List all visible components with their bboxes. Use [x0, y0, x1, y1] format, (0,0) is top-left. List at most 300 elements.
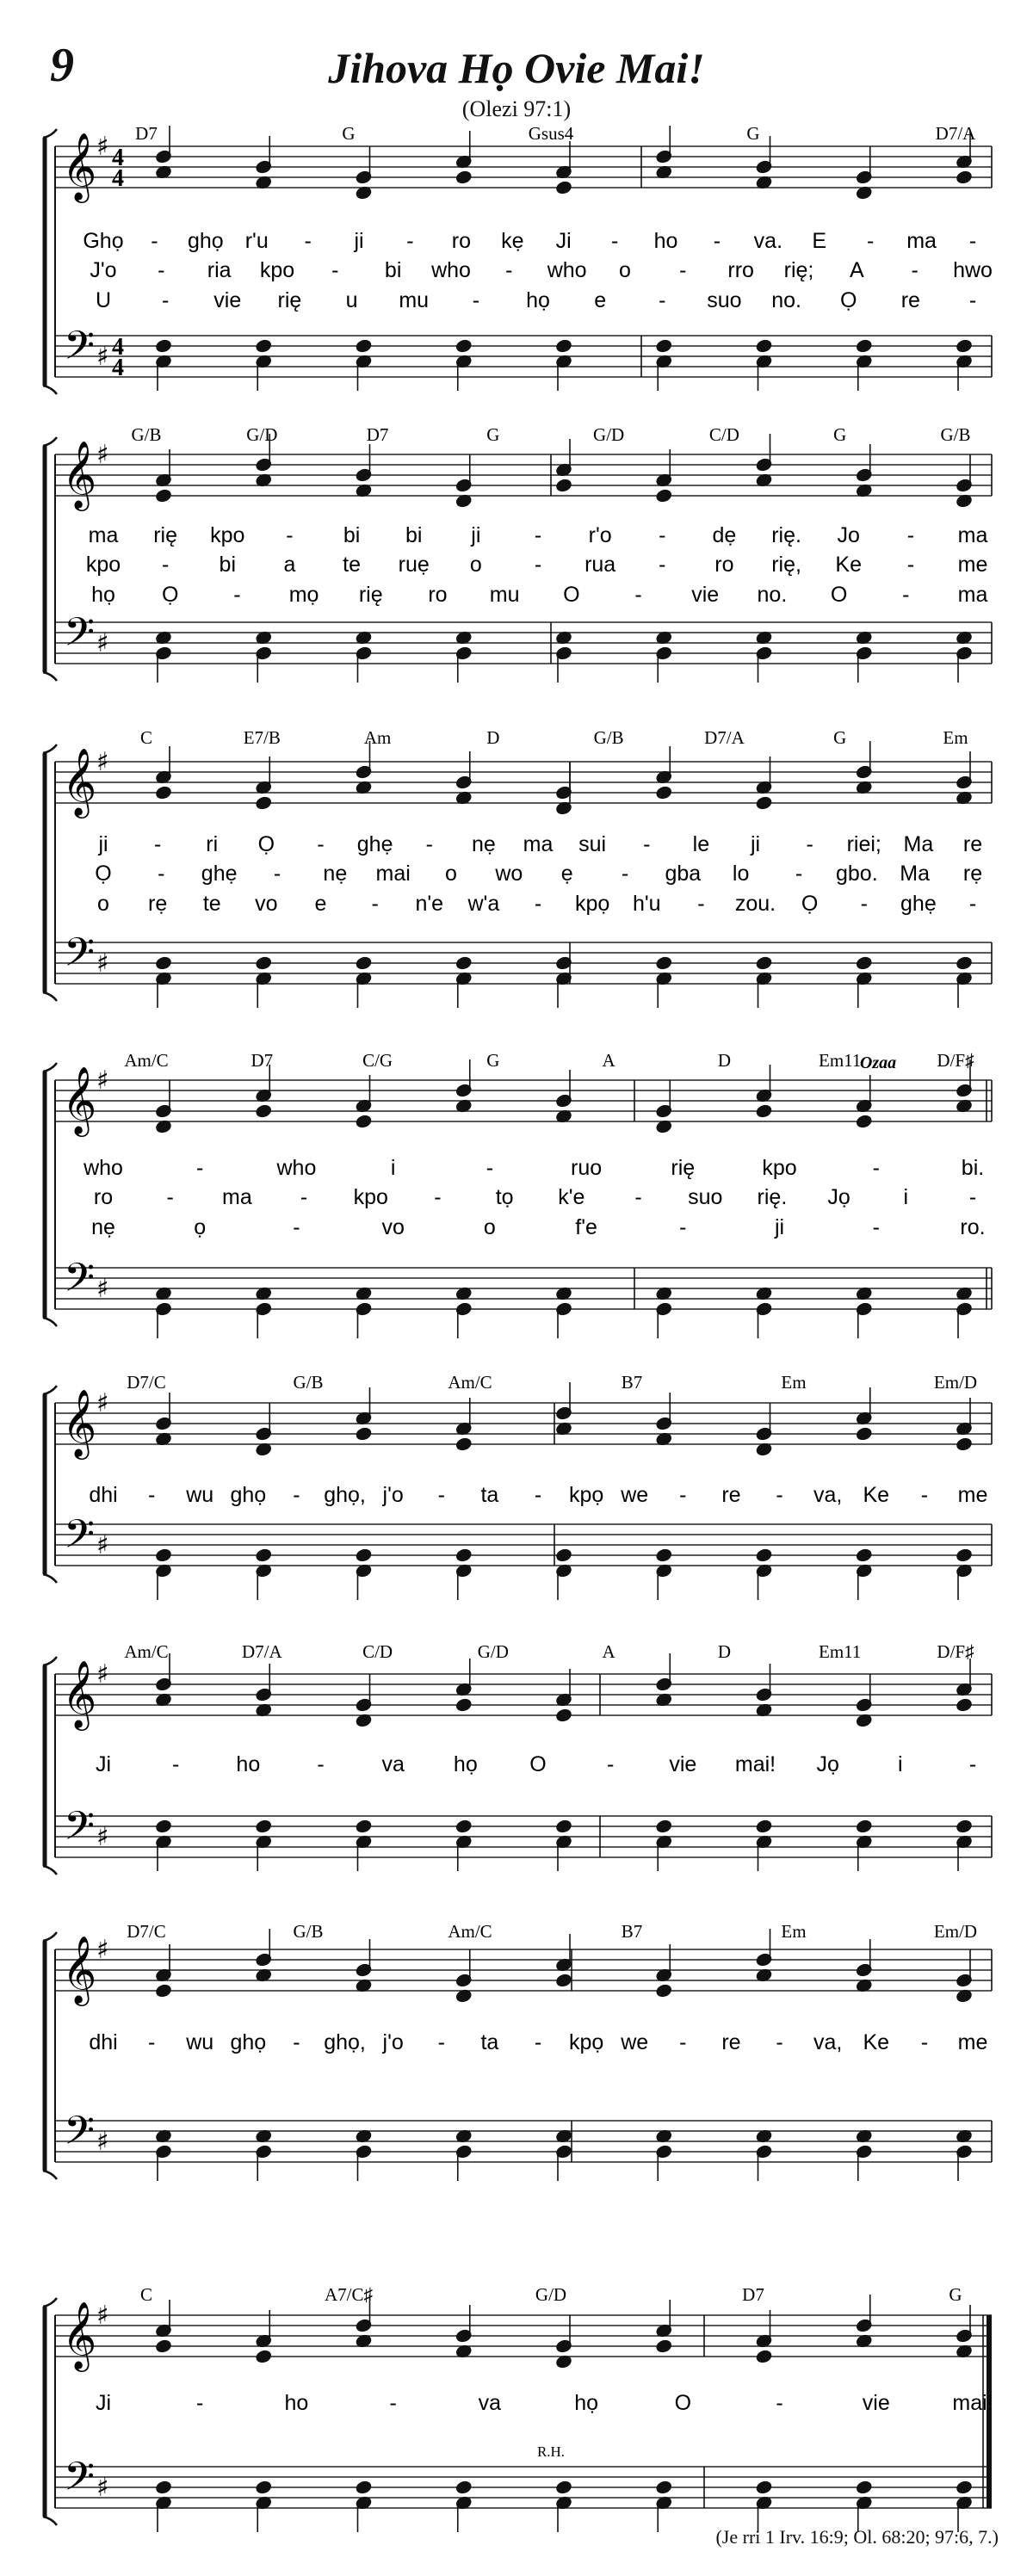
lyric-syllable: - — [679, 1215, 687, 1239]
lyric-syllable: Ọ — [801, 892, 819, 916]
lyric-syllable: who — [431, 258, 471, 282]
lyric-syllable: f'e — [575, 1215, 597, 1239]
lyric-syllable: O — [674, 2391, 692, 2415]
chord-symbol: C/D — [708, 424, 739, 445]
lyric-syllable: o — [97, 892, 109, 916]
lyric-syllable: e — [594, 288, 607, 312]
lyric-syllable: - — [161, 553, 170, 577]
lyric-syllable: - — [172, 1752, 180, 1776]
lyric-syllable: r'o — [588, 523, 612, 547]
lyric-syllable: n'e — [415, 892, 444, 916]
lyric-syllable: te — [202, 892, 221, 916]
lyric-syllable: - — [151, 229, 158, 253]
lyric-syllable: bi — [219, 553, 237, 577]
lyric-syllable: hwo — [953, 258, 993, 282]
lyric-syllable: - — [534, 523, 542, 547]
lyric-syllable: Ghọ — [83, 229, 124, 253]
chord-symbol: G — [746, 123, 760, 144]
lyric-syllable: wu — [186, 1483, 214, 1507]
chord-symbol: G — [486, 1050, 500, 1071]
lyric-syllable: ri — [206, 832, 219, 856]
chord-symbol: G/D — [477, 1641, 509, 1662]
chord-symbol: D7/A — [704, 727, 745, 748]
lyric-syllable: - — [610, 229, 619, 253]
lyric-syllable: wu — [186, 2030, 214, 2054]
lyric-syllable: Ke — [863, 2030, 890, 2054]
chord-symbol: A7/C♯ — [324, 2284, 374, 2305]
chord-symbol: C — [139, 727, 153, 748]
lyric-syllable: - — [659, 523, 666, 547]
song-number: 9 — [50, 39, 74, 92]
treble-note-head — [256, 1104, 272, 1118]
lyric-syllable: rię — [153, 523, 178, 547]
lyric-syllable: ta — [480, 2030, 499, 2054]
lyric-syllable: - — [659, 288, 666, 312]
lyric-syllable: k'e — [558, 1185, 585, 1209]
bass-note-head — [155, 1548, 171, 1562]
lyric-syllable: ghọ — [187, 229, 224, 253]
lyric-syllable: kpọ — [574, 892, 610, 916]
lyric-syllable: - — [697, 892, 705, 916]
lyric-syllable: - — [293, 1483, 300, 1507]
bass-staff — [55, 1268, 992, 1309]
lyric-syllable: re — [962, 832, 983, 856]
lyric-syllable: - — [968, 1752, 977, 1776]
lyric-syllable: rię; — [783, 258, 814, 282]
lyric-syllable: kẹ — [501, 229, 524, 253]
bass-note-head — [756, 339, 772, 353]
lyric-syllable: - — [643, 832, 651, 856]
lyric-syllable: a — [283, 553, 296, 577]
lyric-syllable: Ke — [863, 1483, 890, 1507]
lyric-syllable: - — [911, 258, 919, 282]
treble-staff — [55, 454, 992, 496]
lyric-syllable: j'o — [382, 2030, 404, 2054]
chord-symbol: C — [139, 2284, 153, 2305]
lyric-syllable: vo — [255, 892, 278, 916]
lyric-syllable: kpo — [762, 1156, 797, 1180]
key-signature-sharp-icon: ♯ — [96, 1935, 109, 1965]
lyric-syllable: - — [534, 1483, 542, 1507]
chord-symbol: Em — [943, 727, 968, 748]
bass-staff — [55, 2467, 992, 2508]
lyric-syllable: họ — [453, 1752, 478, 1776]
chord-symbol: D — [486, 727, 500, 748]
time-signature: 4 — [112, 355, 124, 381]
treble-note-head — [155, 786, 171, 800]
lyric-syllable: - — [860, 892, 868, 916]
lyric-syllable: - — [166, 1185, 174, 1209]
lyric-syllable: kpọ — [568, 1483, 604, 1507]
lyric-syllable: lo — [732, 862, 750, 886]
lyric-syllable: ji — [471, 523, 481, 547]
lyric-syllable: w'a — [467, 892, 500, 916]
chord-symbol: Am/C — [448, 1372, 492, 1393]
lyric-syllable: nẹ — [323, 862, 348, 886]
treble-note-head — [455, 170, 472, 184]
lyric-syllable: me — [957, 553, 988, 577]
bass-note-head — [856, 2480, 872, 2494]
chord-symbol: D7 — [251, 1050, 274, 1071]
lyric-syllable: - — [867, 229, 875, 253]
lyric-syllable: - — [534, 2030, 542, 2054]
lyric-syllable: - — [437, 2030, 445, 2054]
treble-note-head — [356, 1427, 372, 1441]
lyric-syllable: kpo — [259, 258, 295, 282]
treble-note-head — [356, 1115, 372, 1128]
lyric-syllable: - — [233, 583, 241, 607]
treble-clef-icon: 𝄞 — [62, 2301, 97, 2369]
chord-symbol: G/D — [593, 424, 625, 445]
lyric-syllable: - — [795, 862, 803, 886]
bass-note-head — [656, 1548, 672, 1562]
bass-clef-icon: 𝄢 — [64, 2454, 96, 2510]
lyric-syllable: vie — [669, 1752, 697, 1776]
lyric-syllable: - — [273, 862, 281, 886]
lyric-syllable: who — [84, 1156, 123, 1180]
key-signature-sharp-icon: ♯ — [96, 1066, 109, 1096]
treble-note-head — [455, 1698, 472, 1712]
lyric-syllable: j'o — [382, 1483, 404, 1507]
lyric-syllable: ho — [653, 229, 678, 253]
bass-note-head — [956, 956, 972, 970]
treble-note-head — [656, 786, 672, 800]
bass-note-head — [856, 956, 872, 970]
chord-symbol: G — [949, 2284, 962, 2305]
bass-note-head — [656, 2480, 672, 2494]
lyric-syllable: re — [721, 2030, 741, 2054]
lyric-syllable: ghẹ — [900, 892, 937, 916]
treble-clef-icon: 𝄞 — [62, 1389, 97, 1457]
chord-symbol: G/B — [293, 1921, 324, 1942]
lyric-syllable: suo — [707, 288, 742, 312]
lyric-syllable: - — [659, 553, 666, 577]
lyric-syllable: mọ — [288, 583, 319, 607]
lyric-syllable: mai — [375, 862, 411, 886]
lyric-syllable: we — [621, 2030, 649, 2054]
treble-clef-icon: 𝄞 — [62, 1936, 97, 2004]
lyric-syllable: - — [968, 288, 977, 312]
lyric-syllable: ro — [714, 553, 734, 577]
time-signature: 4 — [112, 165, 124, 192]
chord-symbol: C/D — [362, 1641, 393, 1662]
bass-note-head — [256, 1548, 272, 1562]
lyric-syllable: ghọ, — [324, 2030, 366, 2054]
lyric-syllable: ma — [88, 523, 119, 547]
lyric-syllable: rẹ — [962, 862, 983, 886]
lyric-syllable: - — [906, 523, 915, 547]
key-signature-sharp-icon: ♯ — [96, 1822, 109, 1852]
lyric-syllable: ruo — [571, 1156, 603, 1180]
chord-symbol: G/B — [593, 727, 624, 748]
lyric-syllable: - — [968, 892, 977, 916]
chord-symbol: Em/D — [933, 1372, 978, 1393]
lyric-syllable: - — [147, 2030, 156, 2054]
lyric-syllable: bi — [343, 523, 361, 547]
lyric-syllable: ma — [222, 1185, 252, 1209]
treble-clef-icon: 𝄞 — [62, 133, 97, 201]
bass-note-head — [455, 1548, 472, 1562]
lyric-syllable: Jọ — [827, 1185, 851, 1209]
lyric-syllable: - — [317, 1752, 325, 1776]
lyric-syllable: o — [445, 862, 457, 886]
treble-note-head — [656, 1984, 672, 1998]
footer-scripture-references: (Je rri 1 Irv. 16:9; Ol. 68:20; 97:6, 7.) — [715, 2526, 999, 2548]
bass-note-head — [555, 1819, 572, 1833]
treble-note-head — [856, 1115, 872, 1128]
lyric-syllable: - — [920, 1483, 929, 1507]
bass-staff — [55, 2121, 992, 2162]
chord-symbol: Em — [781, 1921, 807, 1942]
lyric-syllable: we — [621, 1483, 649, 1507]
bass-note-head — [356, 2480, 372, 2494]
bass-note-head — [256, 1819, 272, 1833]
lyric-syllable: E — [812, 229, 827, 253]
treble-note-head — [155, 1984, 171, 1998]
lyric-syllable: - — [607, 1752, 615, 1776]
lyric-syllable: ẹ — [560, 862, 573, 886]
chord-symbol: G — [486, 424, 500, 445]
lyric-syllable: r'u — [244, 229, 269, 253]
lyric-syllable: - — [161, 288, 170, 312]
bass-note-head — [555, 2480, 572, 2494]
treble-note-head — [756, 2350, 772, 2363]
time-signature: 4 — [112, 145, 124, 171]
lyric-syllable: - — [713, 229, 721, 253]
bass-note-head — [356, 339, 372, 353]
chord-symbol: Em/D — [933, 1921, 978, 1942]
lyric-syllable: Ke — [835, 553, 863, 577]
lyric-syllable: dhi — [89, 2030, 118, 2054]
lyric-syllable: - — [434, 1185, 442, 1209]
chord-symbol: G — [342, 123, 356, 144]
lyric-syllable: bi. — [961, 1156, 985, 1180]
key-signature-sharp-icon: ♯ — [96, 1274, 109, 1304]
lyric-syllable: - — [679, 2030, 687, 2054]
lyric-syllable: va, — [813, 1483, 843, 1507]
lyric-syllable: - — [158, 862, 165, 886]
lyric-syllable: - — [634, 583, 642, 607]
lyric-syllable: - — [968, 1185, 977, 1209]
lyric-syllable: mai! — [952, 2391, 993, 2415]
lyric-syllable: rua — [585, 553, 616, 577]
lyric-syllable: ro — [93, 1185, 114, 1209]
lyric-syllable: rię. — [757, 1185, 788, 1209]
lyric-syllable: va, — [813, 2030, 843, 2054]
treble-note-head — [256, 796, 272, 810]
lyric-syllable: - — [621, 862, 629, 886]
lyric-syllable: - — [147, 1483, 156, 1507]
chord-symbol: G — [833, 424, 847, 445]
lyric-syllable: ruẹ — [398, 553, 430, 577]
lyric-syllable: - — [317, 832, 325, 856]
lyric-syllable: kpo — [353, 1185, 388, 1209]
chord-symbol: G/D — [535, 2284, 567, 2305]
lyric-syllable: - — [806, 832, 813, 856]
lyric-syllable: Ji — [95, 1752, 112, 1776]
bass-note-head — [455, 2480, 472, 2494]
treble-note-head — [756, 1104, 772, 1118]
lyric-syllable: rię — [277, 288, 302, 312]
lyric-syllable: nẹ — [91, 1215, 115, 1239]
lyric-syllable: ji — [750, 832, 761, 856]
key-signature-sharp-icon: ♯ — [96, 628, 109, 658]
bass-note-head — [656, 1819, 672, 1833]
key-signature-sharp-icon: ♯ — [96, 2473, 109, 2503]
chord-symbol: Em11 — [819, 1050, 862, 1071]
bass-note-head — [455, 956, 472, 970]
treble-note-head — [155, 489, 171, 503]
treble-staff — [55, 146, 992, 188]
bass-clef-icon: 𝄢 — [64, 323, 96, 379]
lyric-syllable: le — [692, 832, 710, 856]
chord-symbol: D7/A — [935, 123, 976, 144]
chord-symbol: D — [717, 1641, 732, 1662]
lyric-syllable: - — [679, 258, 687, 282]
bass-note-head — [756, 1819, 772, 1833]
bass-note-head — [356, 1548, 372, 1562]
lyric-syllable: - — [472, 288, 480, 312]
chord-symbol: Am/C — [124, 1641, 169, 1662]
bass-note-head — [756, 1548, 772, 1562]
key-signature-sharp-icon: ♯ — [96, 2127, 109, 2157]
lyric-syllable: ro. — [960, 1215, 986, 1239]
lyric-syllable: ghọ — [230, 1483, 267, 1507]
chord-symbol: Gsus4 — [528, 123, 574, 144]
lyric-syllable: Ọ — [257, 832, 275, 856]
chord-symbol: E7/B — [243, 727, 281, 748]
bass-clef-icon: 𝄢 — [64, 2108, 96, 2164]
lyric-syllable: ji — [775, 1215, 785, 1239]
lyric-syllable: - — [300, 1185, 308, 1209]
chord-symbol: D/F♯ — [937, 1641, 974, 1662]
lyric-syllable: O — [529, 1752, 547, 1776]
treble-staff — [55, 1949, 992, 1991]
lyric-syllable: - — [437, 1483, 445, 1507]
chord-symbol: G/B — [131, 424, 162, 445]
lyric-syllable: ro — [451, 229, 471, 253]
lyric-syllable: Ma — [900, 862, 931, 886]
lyric-syllable: - — [331, 258, 339, 282]
treble-clef-icon: 𝄞 — [62, 1066, 97, 1134]
treble-clef-icon: 𝄞 — [62, 748, 97, 816]
bass-staff — [55, 336, 992, 377]
lyric-syllable: - — [902, 583, 910, 607]
bass-note-head — [756, 956, 772, 970]
lyric-syllable: who — [547, 258, 587, 282]
lyric-syllable: - — [304, 229, 312, 253]
bass-note-head — [956, 1819, 972, 1833]
bass-staff — [55, 1524, 992, 1566]
treble-clef-icon: 𝄞 — [62, 1660, 97, 1728]
lyric-syllable: - — [872, 1215, 880, 1239]
chord-symbol: Em — [781, 1372, 807, 1393]
lyric-syllable: - — [486, 1156, 494, 1180]
lyric-syllable: - — [534, 892, 542, 916]
key-signature-sharp-icon: ♯ — [96, 440, 109, 470]
lyric-syllable: - — [293, 2030, 300, 2054]
bass-staff — [55, 622, 992, 664]
lyric-syllable: - — [196, 1156, 204, 1180]
lyric-syllable: - — [425, 832, 433, 856]
tempo-marking: Ozaa — [859, 1053, 897, 1072]
treble-note-head — [455, 1437, 472, 1451]
treble-staff — [55, 1403, 992, 1444]
chord-symbol: C/G — [362, 1050, 393, 1071]
lyric-syllable: va. — [753, 229, 783, 253]
lyric-syllable: i — [390, 1156, 396, 1180]
lyric-syllable: - — [153, 832, 162, 856]
bass-clef-icon: 𝄢 — [64, 1803, 96, 1859]
bass-clef-icon: 𝄢 — [64, 930, 96, 985]
lyric-syllable: vie — [691, 583, 720, 607]
lyric-syllable: te — [343, 553, 362, 577]
key-signature-sharp-icon: ♯ — [96, 2301, 109, 2331]
lyric-syllable: o — [619, 258, 631, 282]
treble-note-head — [756, 796, 772, 810]
treble-note-head — [256, 2350, 272, 2363]
lyric-syllable: Jo — [837, 523, 860, 547]
bass-staff — [55, 1816, 992, 1857]
bass-note-head — [155, 1819, 171, 1833]
lyric-syllable: ro — [428, 583, 448, 607]
treble-note-head — [956, 170, 972, 184]
lyric-syllable: mu — [399, 288, 430, 312]
lyric-syllable: bi — [405, 523, 423, 547]
treble-note-head — [555, 479, 572, 492]
treble-staff — [55, 1674, 992, 1715]
bass-note-head — [256, 2480, 272, 2494]
bass-note-head — [256, 956, 272, 970]
chord-symbol: G/B — [293, 1372, 324, 1393]
chord-symbol: Am/C — [448, 1921, 492, 1942]
lyric-syllable: ho — [236, 1752, 261, 1776]
bass-note-head — [856, 1548, 872, 1562]
bass-note-head — [856, 339, 872, 353]
lyric-syllable: who — [276, 1156, 317, 1180]
lyric-syllable: rię. — [771, 523, 801, 547]
lyric-syllable: me — [957, 1483, 988, 1507]
lyric-syllable: - — [872, 1156, 880, 1180]
lyric-syllable: rẹ — [148, 892, 168, 916]
treble-note-head — [956, 1437, 972, 1451]
lyric-syllable: ma — [957, 583, 988, 607]
bass-note-head — [256, 339, 272, 353]
bass-note-head — [656, 339, 672, 353]
lyric-syllable: ghẹ — [201, 862, 238, 886]
lyric-syllable: gba — [665, 862, 702, 886]
lyric-syllable: ma — [957, 523, 988, 547]
lyric-syllable: họ — [91, 583, 115, 607]
treble-note-head — [555, 181, 572, 195]
treble-note-head — [856, 1427, 872, 1441]
lyric-syllable: - — [968, 229, 977, 253]
lyric-syllable: tọ — [495, 1185, 514, 1209]
lyric-syllable: u — [345, 288, 358, 312]
bass-note-head — [155, 339, 171, 353]
lyric-syllable: e — [314, 892, 327, 916]
right-hand-annotation: R.H. — [536, 2443, 566, 2460]
chord-symbol: D7/C — [127, 1372, 166, 1393]
chord-symbol: Am — [363, 727, 392, 748]
bass-note-head — [756, 2480, 772, 2494]
lyric-syllable: dẹ — [712, 523, 737, 547]
key-signature-sharp-icon: ♯ — [96, 1659, 109, 1690]
lyric-syllable: va — [381, 1752, 405, 1776]
song-title: Jihova Họ Ovie Mai! — [328, 44, 705, 92]
bass-note-head — [956, 1548, 972, 1562]
lyric-syllable: vie — [862, 2391, 890, 2415]
